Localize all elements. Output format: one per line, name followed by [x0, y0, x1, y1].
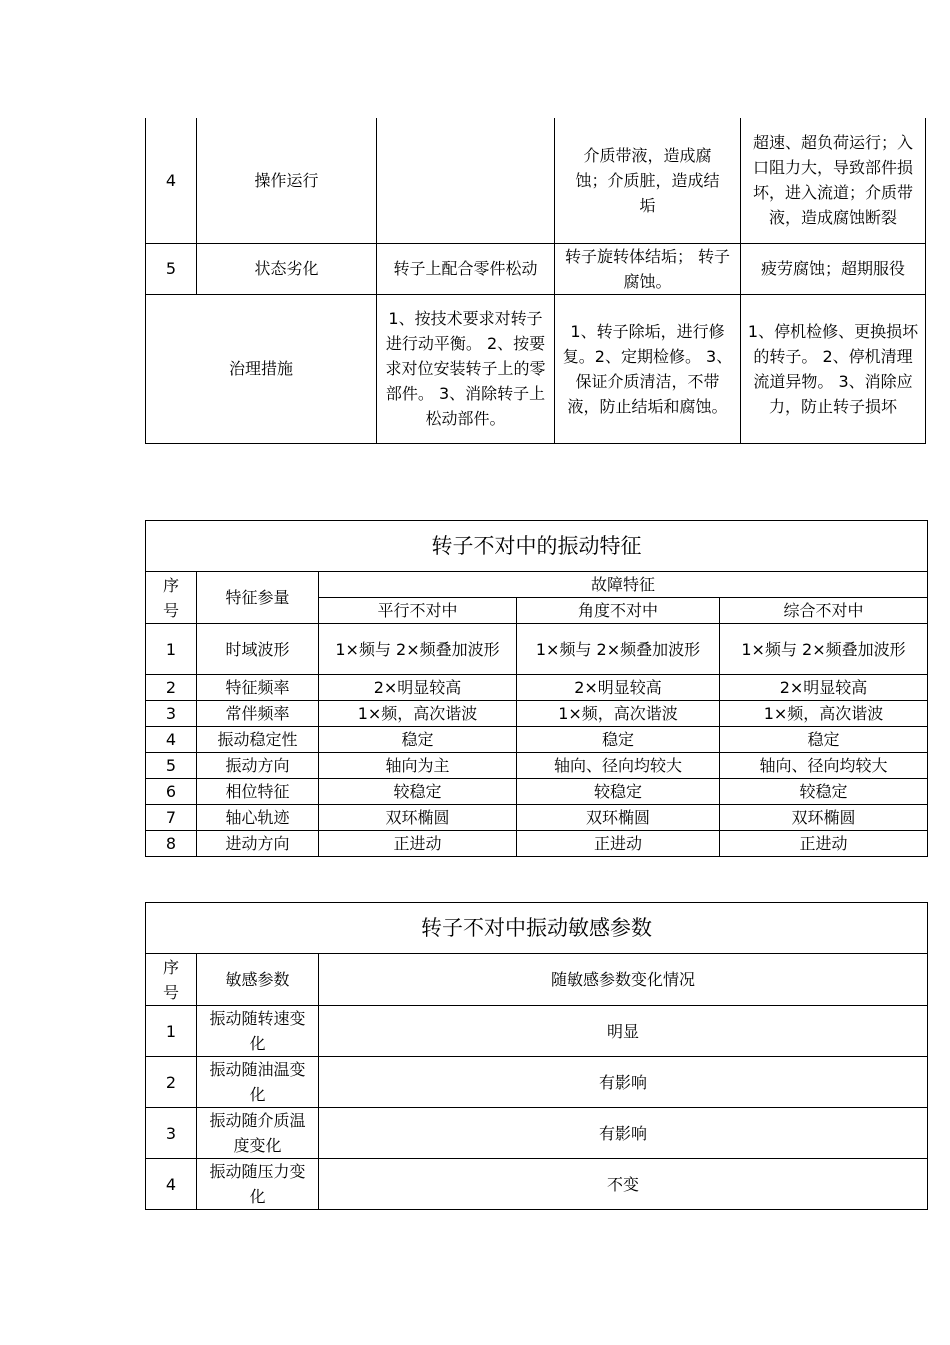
row-param: 振动随压力变化	[197, 1159, 319, 1210]
value-cell: 稳定	[319, 727, 517, 753]
table-row	[146, 1108, 928, 1159]
cause-cell: 转子上配合零件松动	[377, 243, 555, 294]
table-row	[146, 294, 926, 443]
measure-cell: 1、停机检修、更换损坏的转子。 2、停机清理流道异物。 3、消除应力，防止转子损坏	[741, 294, 926, 443]
table-title-row	[146, 521, 928, 572]
row-number: 8	[146, 831, 197, 857]
measure-cell: 1、按技术要求对转子进行动平衡。 2、按要求对位安装转子上的零部件。 3、消除转子上松动部件。	[377, 294, 555, 443]
value-cell: 2×明显较高	[517, 675, 720, 701]
table-row	[146, 805, 928, 831]
fault-cause-table	[145, 118, 926, 444]
value-cell: 不变	[319, 1159, 928, 1210]
header-seq: 序号	[146, 954, 197, 1006]
value-cell: 双环椭圆	[720, 805, 928, 831]
value-cell: 1×频，高次谐波	[720, 701, 928, 727]
row-number: 1	[146, 624, 197, 675]
value-cell: 正进动	[319, 831, 517, 857]
table-row	[146, 1006, 928, 1057]
row-number: 4	[146, 118, 197, 243]
cause-cell: 疲劳腐蚀；超期服役	[741, 243, 926, 294]
row-number: 3	[146, 1108, 197, 1159]
row-param: 时域波形	[197, 624, 319, 675]
row-number: 5	[146, 753, 197, 779]
cause-cell: 超速、超负荷运行；入口阻力大，导致部件损坏，进入流道；介质带液，造成腐蚀断裂	[741, 118, 926, 243]
sensitive-parameter-table	[145, 902, 928, 1210]
row-param: 振动稳定性	[197, 727, 319, 753]
value-cell: 较稳定	[319, 779, 517, 805]
value-cell: 有影响	[319, 1057, 928, 1108]
header-parallel: 平行不对中	[319, 598, 517, 624]
value-cell: 稳定	[517, 727, 720, 753]
row-param: 轴心轨迹	[197, 805, 319, 831]
value-cell: 双环椭圆	[517, 805, 720, 831]
value-cell: 1×频与 2×频叠加波形	[517, 624, 720, 675]
header-row	[146, 572, 928, 598]
value-cell: 2×明显较高	[319, 675, 517, 701]
row-param: 进动方向	[197, 831, 319, 857]
measures-label: 治理措施	[146, 294, 377, 443]
header-seq: 序号	[146, 572, 197, 624]
row-param: 常伴频率	[197, 701, 319, 727]
header-combined: 综合不对中	[720, 598, 928, 624]
row-name: 状态劣化	[197, 243, 377, 294]
cause-cell: 介质带液，造成腐蚀；介质脏，造成结垢	[555, 118, 741, 243]
row-param: 振动随转速变化	[197, 1006, 319, 1057]
row-number: 5	[146, 243, 197, 294]
cause-cell: 转子旋转体结垢； 转子腐蚀。	[555, 243, 741, 294]
row-param: 振动方向	[197, 753, 319, 779]
header-param: 特征参量	[197, 572, 319, 624]
row-number: 2	[146, 675, 197, 701]
header-fault: 故障特征	[319, 572, 928, 598]
table-title: 转子不对中的振动特征	[146, 521, 928, 572]
value-cell: 稳定	[720, 727, 928, 753]
table-row	[146, 753, 928, 779]
table-row	[146, 1057, 928, 1108]
row-number: 6	[146, 779, 197, 805]
value-cell: 2×明显较高	[720, 675, 928, 701]
table-row	[146, 779, 928, 805]
measure-cell: 1、转子除垢，进行修复。2、定期检修。 3、保证介质清洁，不带液，防止结垢和腐蚀。	[555, 294, 741, 443]
value-cell: 1×频，高次谐波	[319, 701, 517, 727]
value-cell: 1×频与 2×频叠加波形	[319, 624, 517, 675]
row-number: 4	[146, 1159, 197, 1210]
row-param: 振动随介质温度变化	[197, 1108, 319, 1159]
value-cell: 1×频与 2×频叠加波形	[720, 624, 928, 675]
header-param: 敏感参数	[197, 954, 319, 1006]
cause-cell	[377, 118, 555, 243]
table-row	[146, 727, 928, 753]
value-cell: 双环椭圆	[319, 805, 517, 831]
value-cell: 轴向为主	[319, 753, 517, 779]
row-param: 特征频率	[197, 675, 319, 701]
misalignment-vibration-table	[145, 520, 928, 857]
table-title: 转子不对中振动敏感参数	[146, 903, 928, 954]
value-cell: 较稳定	[517, 779, 720, 805]
table-row	[146, 1159, 928, 1210]
row-number: 3	[146, 701, 197, 727]
header-change: 随敏感参数变化情况	[319, 954, 928, 1006]
header-angular: 角度不对中	[517, 598, 720, 624]
value-cell: 轴向、径向均较大	[517, 753, 720, 779]
table-title-row	[146, 903, 928, 954]
value-cell: 正进动	[720, 831, 928, 857]
row-param: 振动随油温变化	[197, 1057, 319, 1108]
row-number: 4	[146, 727, 197, 753]
row-number: 2	[146, 1057, 197, 1108]
table-row	[146, 624, 928, 675]
row-number: 1	[146, 1006, 197, 1057]
table-row	[146, 118, 926, 243]
table-row	[146, 831, 928, 857]
value-cell: 有影响	[319, 1108, 928, 1159]
value-cell: 较稳定	[720, 779, 928, 805]
row-param: 相位特征	[197, 779, 319, 805]
row-number: 7	[146, 805, 197, 831]
value-cell: 轴向、径向均较大	[720, 753, 928, 779]
table-row	[146, 243, 926, 294]
value-cell: 明显	[319, 1006, 928, 1057]
value-cell: 1×频，高次谐波	[517, 701, 720, 727]
value-cell: 正进动	[517, 831, 720, 857]
table-row	[146, 701, 928, 727]
row-name: 操作运行	[197, 118, 377, 243]
table-row	[146, 675, 928, 701]
header-row	[146, 954, 928, 1006]
